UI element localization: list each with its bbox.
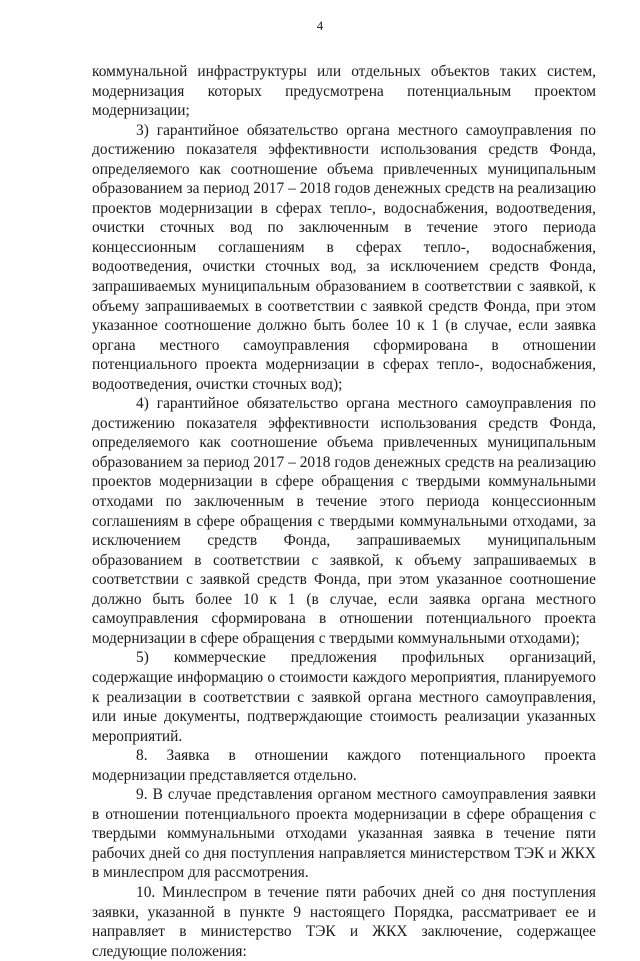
document-body [92,62,596,961]
page-number: 4 [316,18,324,33]
paragraph-item-4: 4) гарантийное обязательство органа местного самоуправления по достижению показателя эффективности использования средств Фонда, определяемого как соотношение объема привлеченных муниципальным образованием за период 2017 – 2018 годов денежных средств на реализацию проектов модернизации в сфере обращения с твердыми коммунальными отходами по заключенным в течение этого периода концессионным соглашениям в сфере обращения с твердыми коммунальными отходами, за исключением средств Фонда, запрашиваемых муниципальным образованием в соответствии с заявкой, к объему запрашиваемых в соответствии с заявкой средств Фонда, при этом указанное соотношение должно быть более 10 к 1 (в случае, если заявка органа местного самоуправления сформирована в отношении потенциального проекта модернизации в сфере обращения с твердыми коммунальными отходами); [92,395,596,647]
paragraph-item-5: 5) коммерческие предложения профильных организаций, содержащие информацию о стоимости каждого мероприятия, планируемого к реализации в соответствии с заявкой органа местного самоуправления, или иные документы, подтверждающие стоимость реализации указанных мероприятий. [92,649,596,745]
paragraph-clause-9: 9. В случае представления органом местного самоуправления заявки в отношении потенциального проекта модернизации в сфере обращения с твердыми коммунальными отходами указанная заявка в течение пяти рабочих дней со дня поступления направляется министерством ТЭК и ЖКХ в минлеспром для рассмотрения. [92,786,596,882]
paragraph-continuation: коммунальной инфраструктуры или отдельных объектов таких систем, модернизация которых предусмотрена потенциальным проектом модернизации; [92,63,596,120]
paragraph-item-3: 3) гарантийное обязательство органа местного самоуправления по достижению показателя эффективности использования средств Фонда, определяемого как соотношение объема привлеченных муниципальным образованием за период 2017 – 2018 годов денежных средств на реализацию проектов модернизации в сферах тепло-, водоснабжения, водоотведения, очистки сточных вод по заключенным в течение этого периода концессионным соглашениям в сферах тепло-, водоснабжения, водоотведения, очистки сточных вод, за исключением средств Фонда, запрашиваемых муниципальным образованием в соответствии с заявкой, к объему запрашиваемых в соответствии с заявкой средств Фонда, при этом указанное соотношение должно быть более 10 к 1 (в случае, если заявка органа местного самоуправления сформирована в отношении потенциального проекта модернизации в сферах тепло-, водоснабжения, водоотведения, очистки сточных вод); [92,121,596,393]
paragraph-clause-10: 10. Минлеспром в течение пяти рабочих дней со дня поступления заявки, указанной в пункте 9 настоящего Порядка, рассматривает ее и направляет в министерство ТЭК и ЖКХ заключение, содержащее следующие положения: [92,883,596,960]
paragraph-clause-8: 8. Заявка в отношении каждого потенциального проекта модернизации представляется отдельно. [92,747,596,784]
